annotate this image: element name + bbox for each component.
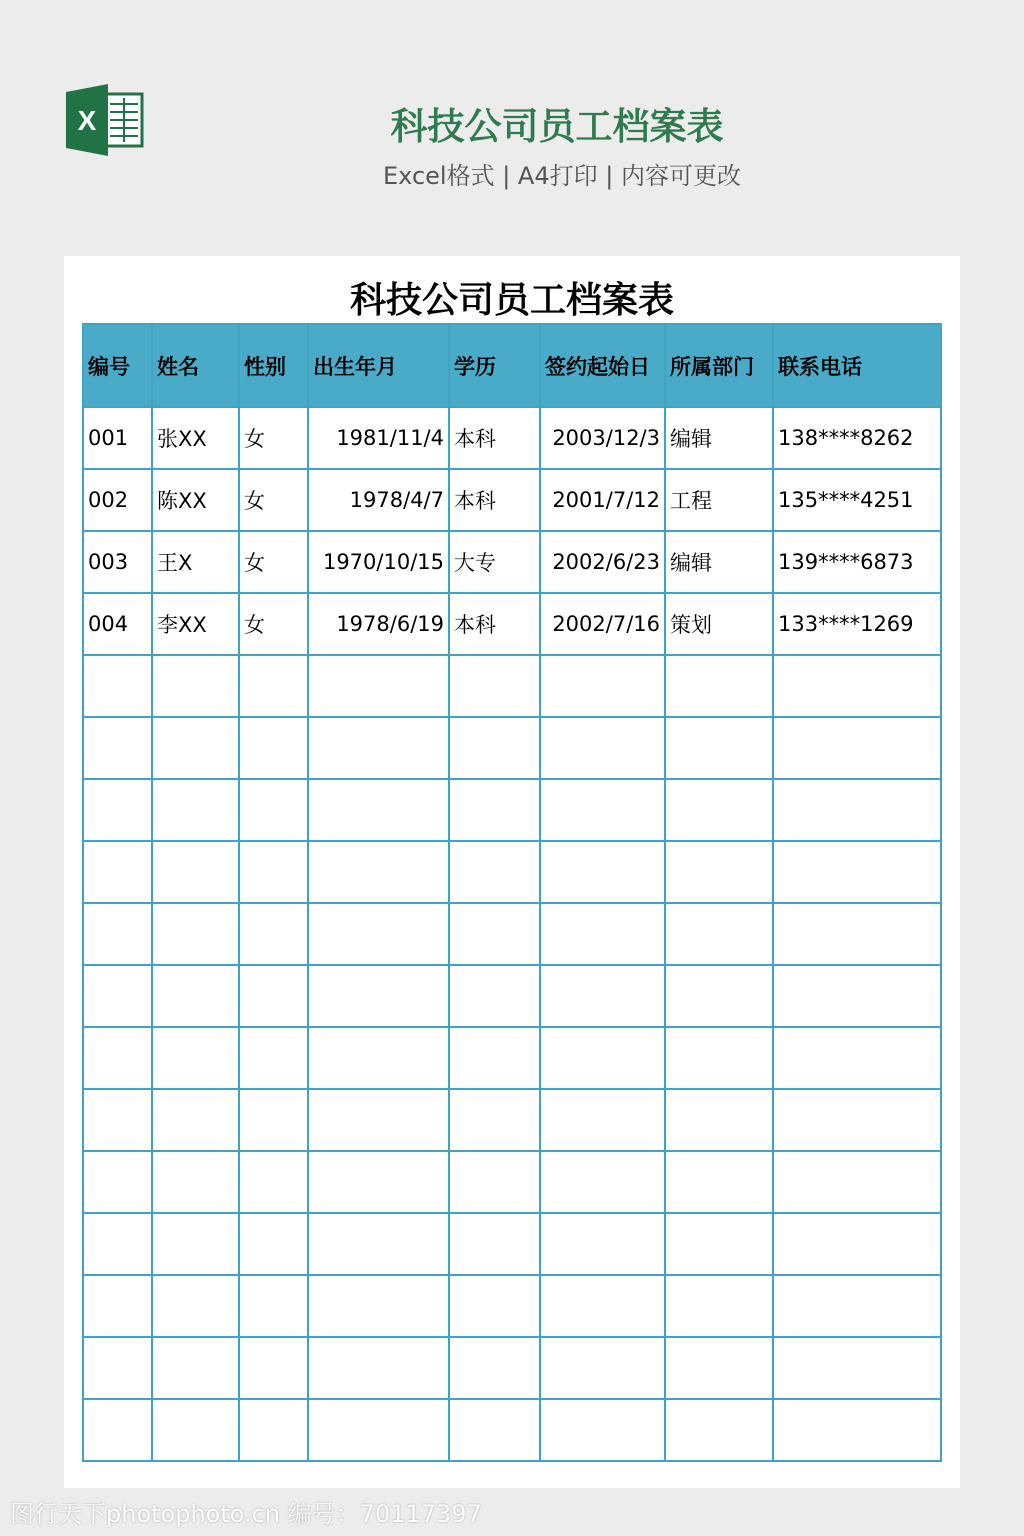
empty-table-cell[interactable] <box>308 965 449 1027</box>
empty-table-row <box>83 1213 941 1275</box>
empty-table-cell[interactable] <box>308 1399 449 1461</box>
column-header: 签约起始日 <box>540 324 665 407</box>
empty-table-cell[interactable] <box>83 1089 152 1151</box>
table-cell[interactable]: 139****6873 <box>773 531 941 593</box>
employee-table <box>82 323 942 1462</box>
empty-table-cell[interactable] <box>239 965 308 1027</box>
empty-table-cell[interactable] <box>449 841 540 903</box>
empty-table-cell[interactable] <box>773 779 941 841</box>
table-cell[interactable]: 女 <box>239 407 308 469</box>
empty-table-cell[interactable] <box>773 1213 941 1275</box>
empty-table-cell[interactable] <box>665 965 773 1027</box>
empty-table-cell[interactable] <box>540 1275 665 1337</box>
empty-table-cell[interactable] <box>83 655 152 717</box>
empty-table-cell[interactable] <box>665 1275 773 1337</box>
empty-table-cell[interactable] <box>773 965 941 1027</box>
empty-table-row <box>83 1151 941 1213</box>
empty-table-cell[interactable] <box>773 1027 941 1089</box>
table-cell[interactable]: 大专 <box>449 531 540 593</box>
empty-table-cell[interactable] <box>449 1275 540 1337</box>
column-header: 所属部门 <box>665 324 773 407</box>
empty-table-cell[interactable] <box>239 1399 308 1461</box>
empty-table-cell[interactable] <box>773 841 941 903</box>
table-cell[interactable]: 李XX <box>152 593 239 655</box>
table-cell[interactable]: 002 <box>83 469 152 531</box>
empty-table-cell[interactable] <box>83 717 152 779</box>
empty-table-cell[interactable] <box>449 655 540 717</box>
table-cell[interactable]: 1981/11/4 <box>308 407 449 469</box>
column-header: 学历 <box>449 324 540 407</box>
empty-table-row <box>83 965 941 1027</box>
table-cell[interactable]: 工程 <box>665 469 773 531</box>
empty-table-cell[interactable] <box>449 903 540 965</box>
empty-table-cell[interactable] <box>449 1399 540 1461</box>
table-cell[interactable]: 本科 <box>449 469 540 531</box>
empty-table-cell[interactable] <box>308 1151 449 1213</box>
empty-table-cell[interactable] <box>152 1213 239 1275</box>
table-cell[interactable]: 003 <box>83 531 152 593</box>
empty-table-cell[interactable] <box>152 1337 239 1399</box>
empty-table-cell[interactable] <box>83 1275 152 1337</box>
empty-table-row <box>83 779 941 841</box>
empty-table-cell[interactable] <box>540 1213 665 1275</box>
empty-table-row <box>83 1337 941 1399</box>
empty-table-cell[interactable] <box>665 655 773 717</box>
table-cell[interactable]: 编辑 <box>665 407 773 469</box>
table-cell[interactable]: 陈XX <box>152 469 239 531</box>
table-cell[interactable]: 女 <box>239 469 308 531</box>
empty-table-cell[interactable] <box>665 903 773 965</box>
empty-table-cell[interactable] <box>152 903 239 965</box>
empty-table-cell[interactable] <box>773 903 941 965</box>
table-row <box>83 407 941 469</box>
empty-table-cell[interactable] <box>773 655 941 717</box>
empty-table-cell[interactable] <box>449 717 540 779</box>
empty-table-cell[interactable] <box>540 779 665 841</box>
empty-table-cell[interactable] <box>239 717 308 779</box>
empty-table-cell[interactable] <box>665 1337 773 1399</box>
table-row <box>83 469 941 531</box>
empty-table-cell[interactable] <box>83 1213 152 1275</box>
column-header: 编号 <box>83 324 152 407</box>
empty-table-cell[interactable] <box>540 1337 665 1399</box>
empty-table-cell[interactable] <box>152 1089 239 1151</box>
empty-table-cell[interactable] <box>308 655 449 717</box>
empty-table-cell[interactable] <box>239 655 308 717</box>
empty-table-cell[interactable] <box>773 717 941 779</box>
empty-table-cell[interactable] <box>540 655 665 717</box>
empty-table-cell[interactable] <box>83 1027 152 1089</box>
empty-table-cell[interactable] <box>308 903 449 965</box>
empty-table-cell[interactable] <box>449 1089 540 1151</box>
empty-table-row <box>83 717 941 779</box>
empty-table-cell[interactable] <box>773 1275 941 1337</box>
table-cell[interactable]: 本科 <box>449 593 540 655</box>
empty-table-cell[interactable] <box>773 1399 941 1461</box>
empty-table-cell[interactable] <box>152 717 239 779</box>
empty-table-cell[interactable] <box>540 1399 665 1461</box>
table-cell[interactable]: 001 <box>83 407 152 469</box>
empty-table-cell[interactable] <box>540 1027 665 1089</box>
empty-table-cell[interactable] <box>308 841 449 903</box>
empty-table-cell[interactable] <box>83 779 152 841</box>
empty-table-cell[interactable] <box>152 779 239 841</box>
empty-table-cell[interactable] <box>665 717 773 779</box>
empty-table-cell[interactable] <box>449 1151 540 1213</box>
empty-table-cell[interactable] <box>83 841 152 903</box>
empty-table-row <box>83 1399 941 1461</box>
empty-table-cell[interactable] <box>152 1151 239 1213</box>
empty-table-cell[interactable] <box>308 1213 449 1275</box>
empty-table-row <box>83 841 941 903</box>
empty-table-cell[interactable] <box>540 1089 665 1151</box>
empty-table-cell[interactable] <box>449 1337 540 1399</box>
table-cell[interactable]: 策划 <box>665 593 773 655</box>
empty-table-cell[interactable] <box>308 1337 449 1399</box>
table-header-row <box>83 324 941 407</box>
empty-table-cell[interactable] <box>83 903 152 965</box>
empty-table-cell[interactable] <box>308 717 449 779</box>
empty-table-cell[interactable] <box>239 903 308 965</box>
empty-table-cell[interactable] <box>665 841 773 903</box>
empty-table-row <box>83 1275 941 1337</box>
empty-table-cell[interactable] <box>152 1399 239 1461</box>
empty-table-cell[interactable] <box>773 1151 941 1213</box>
empty-table-cell[interactable] <box>152 655 239 717</box>
empty-table-cell[interactable] <box>665 1399 773 1461</box>
empty-table-row <box>83 1027 941 1089</box>
empty-table-cell[interactable] <box>83 965 152 1027</box>
banner <box>0 0 1024 250</box>
empty-table-cell[interactable] <box>449 779 540 841</box>
empty-table-cell[interactable] <box>665 1027 773 1089</box>
table-cell[interactable]: 135****4251 <box>773 469 941 531</box>
table-row <box>83 531 941 593</box>
banner-title: 科技公司员工档案表 <box>390 105 724 148</box>
column-header: 性别 <box>239 324 308 407</box>
empty-table-cell[interactable] <box>239 1151 308 1213</box>
table-row <box>83 593 941 655</box>
empty-table-cell[interactable] <box>83 1399 152 1461</box>
empty-table-cell[interactable] <box>152 841 239 903</box>
empty-table-row <box>83 1089 941 1151</box>
table-cell[interactable]: 编辑 <box>665 531 773 593</box>
table-cell[interactable]: 1978/6/19 <box>308 593 449 655</box>
empty-table-cell[interactable] <box>540 717 665 779</box>
empty-table-cell[interactable] <box>239 841 308 903</box>
table-cell[interactable]: 女 <box>239 531 308 593</box>
empty-table-cell[interactable] <box>239 1275 308 1337</box>
svg-text:X: X <box>77 105 97 136</box>
table-cell[interactable]: 2002/6/23 <box>540 531 665 593</box>
empty-table-cell[interactable] <box>152 1027 239 1089</box>
empty-table-cell[interactable] <box>83 1337 152 1399</box>
empty-table-cell[interactable] <box>540 903 665 965</box>
empty-table-cell[interactable] <box>239 779 308 841</box>
empty-table-cell[interactable] <box>308 1275 449 1337</box>
empty-table-row <box>83 655 941 717</box>
empty-table-cell[interactable] <box>152 965 239 1027</box>
empty-table-cell[interactable] <box>152 1275 239 1337</box>
empty-table-cell[interactable] <box>239 1337 308 1399</box>
watermark: 图行天下photophoto.cn 编号：70117397 <box>10 1500 482 1528</box>
empty-table-cell[interactable] <box>540 841 665 903</box>
table-cell[interactable]: 张XX <box>152 407 239 469</box>
sheet-title: 科技公司员工档案表 <box>349 280 674 321</box>
table-cell[interactable]: 138****8262 <box>773 407 941 469</box>
empty-table-cell[interactable] <box>239 1027 308 1089</box>
table-cell[interactable]: 2002/7/16 <box>540 593 665 655</box>
column-header: 联系电话 <box>773 324 941 407</box>
table-cell[interactable]: 2001/7/12 <box>540 469 665 531</box>
empty-table-cell[interactable] <box>449 965 540 1027</box>
table-cell[interactable]: 王X <box>152 531 239 593</box>
table-cell[interactable]: 1978/4/7 <box>308 469 449 531</box>
empty-table-cell[interactable] <box>665 779 773 841</box>
column-header: 姓名 <box>152 324 239 407</box>
empty-table-cell[interactable] <box>665 1213 773 1275</box>
table-cell[interactable]: 133****1269 <box>773 593 941 655</box>
empty-table-cell[interactable] <box>449 1027 540 1089</box>
empty-table-cell[interactable] <box>665 1151 773 1213</box>
table-cell[interactable]: 2003/12/3 <box>540 407 665 469</box>
empty-table-cell[interactable] <box>449 1213 540 1275</box>
empty-table-cell[interactable] <box>540 1151 665 1213</box>
table-cell[interactable]: 1970/10/15 <box>308 531 449 593</box>
empty-table-cell[interactable] <box>239 1213 308 1275</box>
table-cell[interactable]: 004 <box>83 593 152 655</box>
banner-subtitle: Excel格式 | A4打印 | 内容可更改 <box>383 162 741 190</box>
table-cell[interactable]: 本科 <box>449 407 540 469</box>
table-cell[interactable]: 女 <box>239 593 308 655</box>
empty-table-cell[interactable] <box>308 1089 449 1151</box>
empty-table-cell[interactable] <box>308 1027 449 1089</box>
empty-table-cell[interactable] <box>239 1089 308 1151</box>
empty-table-cell[interactable] <box>773 1089 941 1151</box>
empty-table-row <box>83 903 941 965</box>
empty-table-cell[interactable] <box>83 1151 152 1213</box>
empty-table-cell[interactable] <box>540 965 665 1027</box>
column-header: 出生年月 <box>308 324 449 407</box>
empty-table-cell[interactable] <box>665 1089 773 1151</box>
empty-table-cell[interactable] <box>773 1337 941 1399</box>
empty-table-cell[interactable] <box>308 779 449 841</box>
